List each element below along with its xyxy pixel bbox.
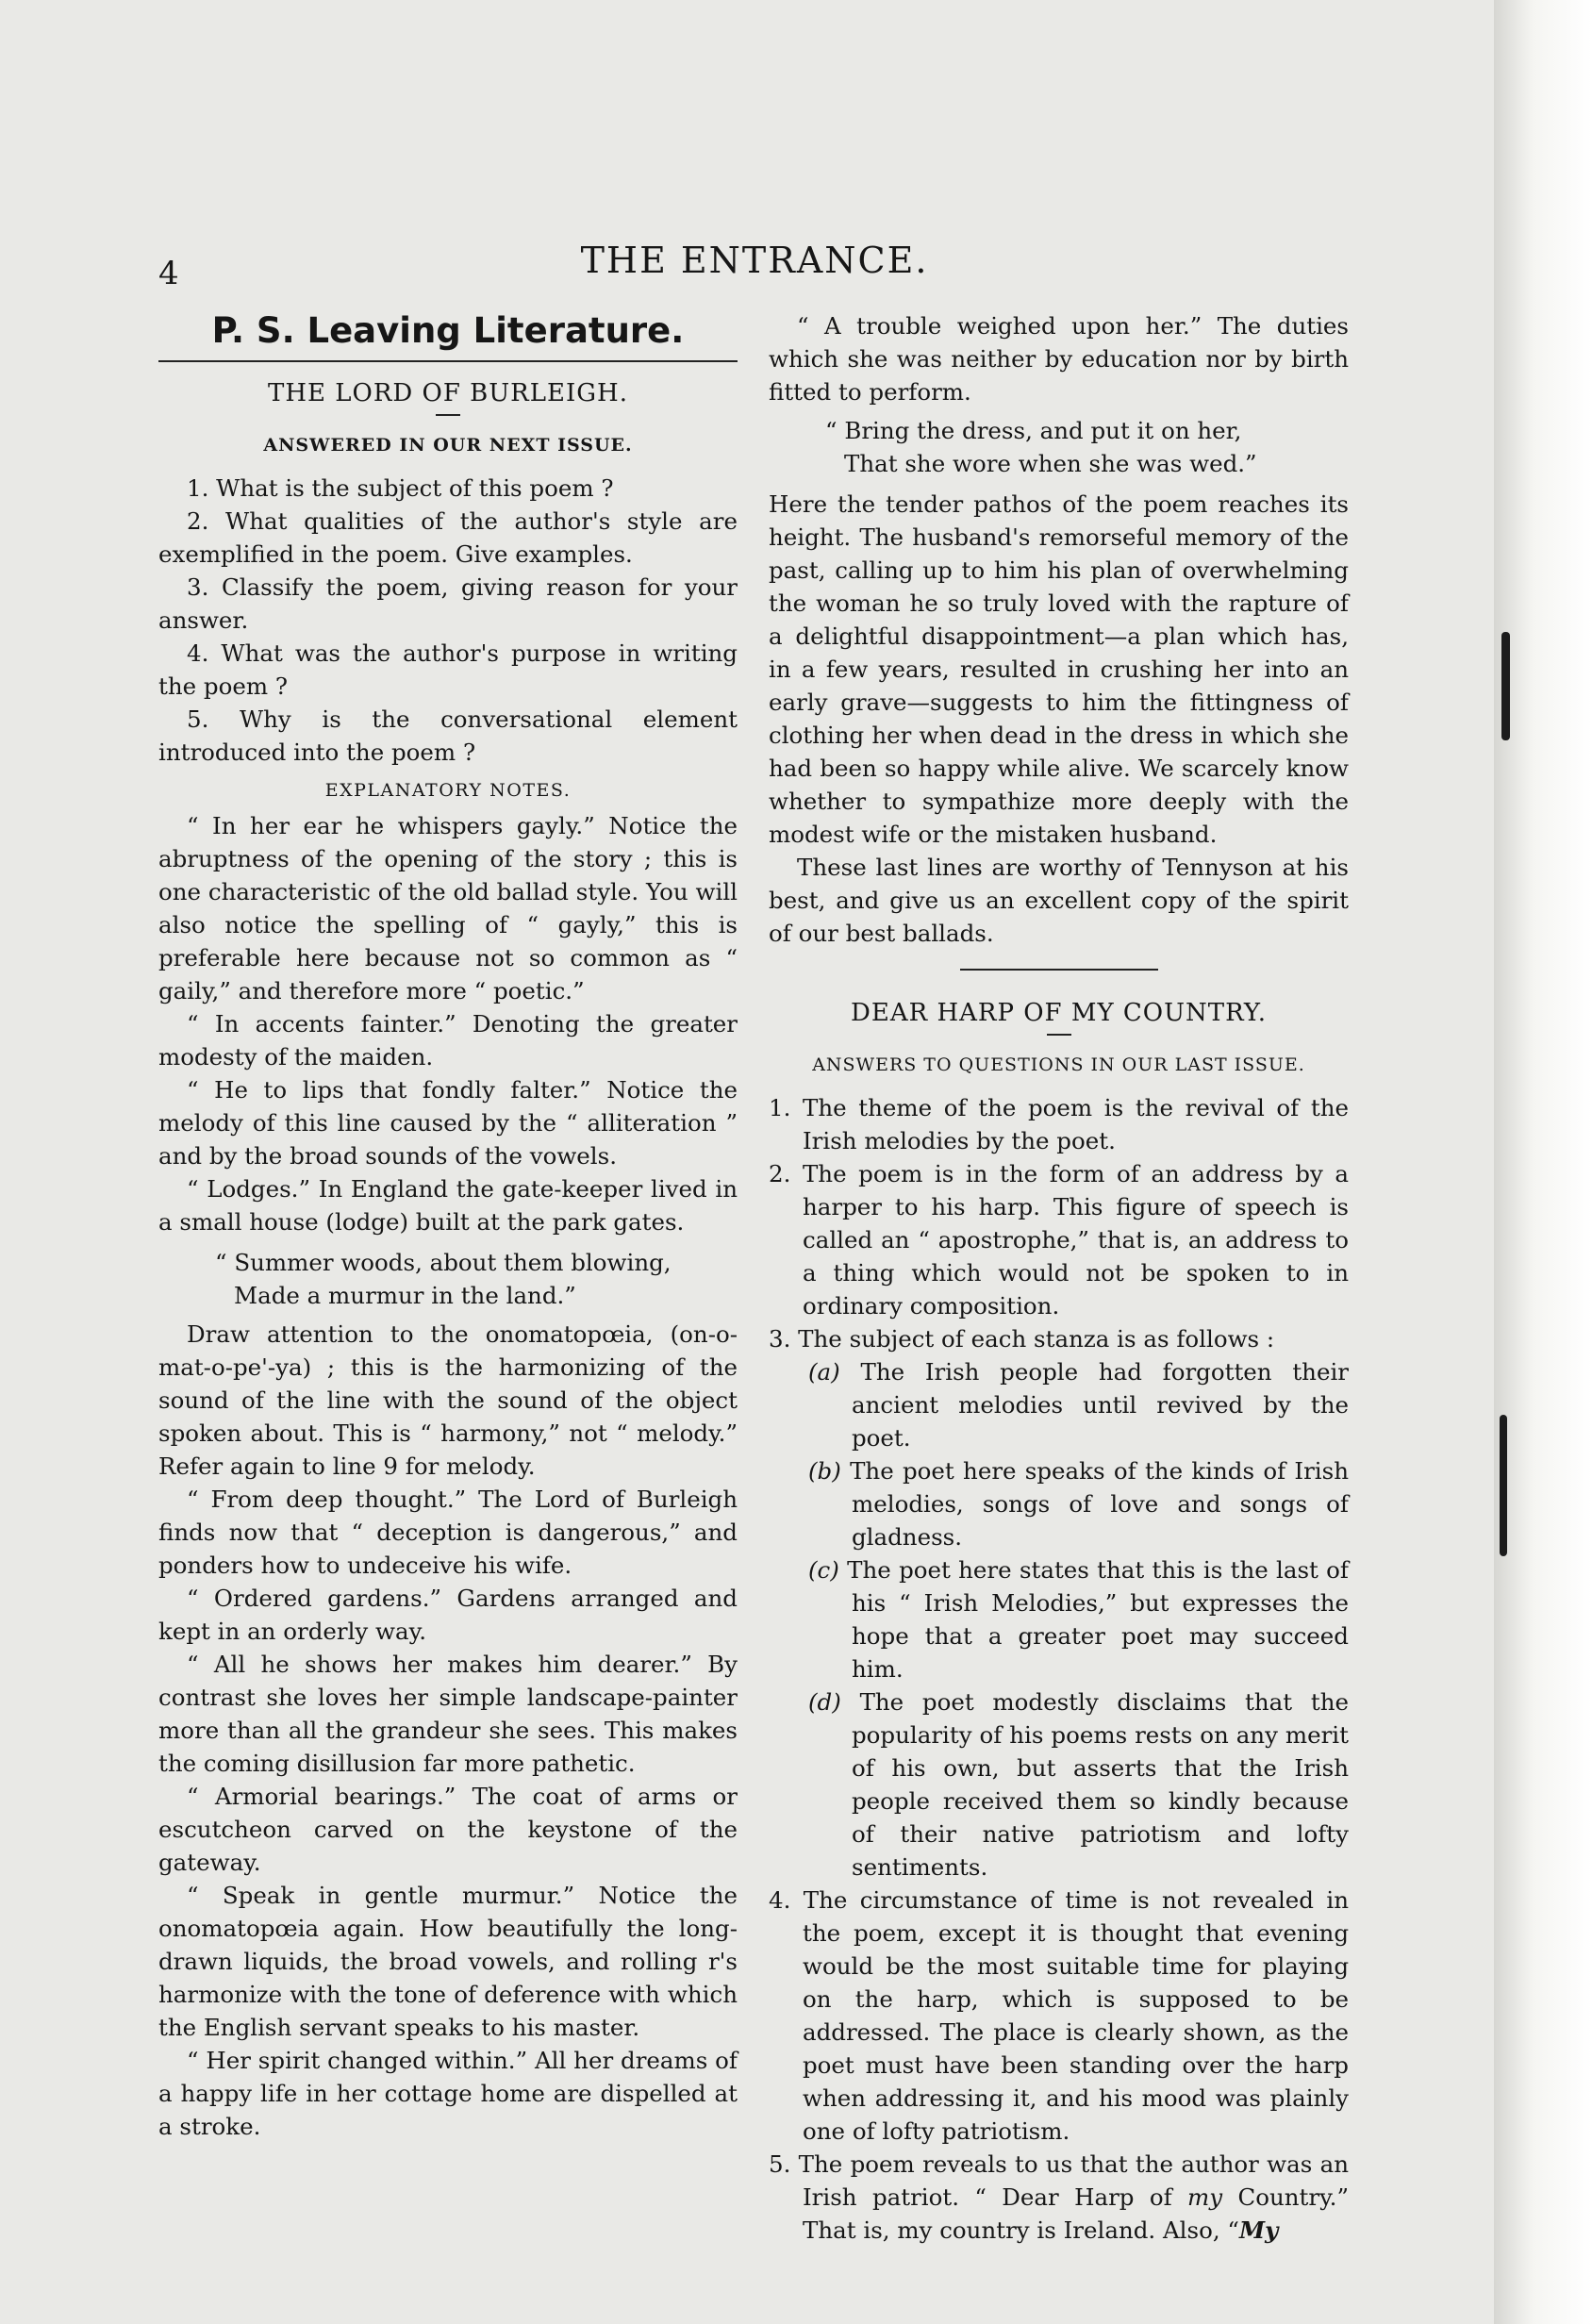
- verse-line: Made a murmur in the land.”: [234, 1282, 576, 1309]
- note-paragraph: Draw attention to the onomatopœia, (on-o-mat-o-pe'-ya) ; this is the harmonizing of the sound of the line with the sound of the object spoken about. This is “ harmony,” not “ melody.” Refer again to line 9 for melody.: [158, 1320, 738, 1480]
- answers-note: ANSWERS TO QUESTIONS IN OUR LAST ISSUE.: [812, 1054, 1305, 1075]
- left-column: [158, 309, 738, 2143]
- verse-line: “ Bring the dress, and put it on her,: [825, 417, 1242, 444]
- verse-line: That she wore when she was wed.”: [844, 450, 1257, 477]
- answer-item: 1. The theme of the poem is the revival of the Irish melodies by the poet.: [769, 1094, 1349, 1154]
- sub-answer-label: (c): [808, 1556, 839, 1584]
- answer-emphasis: My: [1238, 2216, 1279, 2244]
- note-paragraph: These last lines are worthy of Tennyson at his best, and give us an excellent copy of the spirit of our best ballads.: [769, 854, 1349, 947]
- verse-line: “ Summer woods, about them blowing,: [215, 1249, 672, 1276]
- binding-clip-mark: [1501, 632, 1510, 740]
- quoted-verse: [769, 414, 1349, 480]
- divider: [1047, 1034, 1071, 1036]
- section-divider: [960, 969, 1158, 971]
- binding-clip-mark: [1500, 1415, 1507, 1556]
- quoted-verse: [158, 1246, 738, 1312]
- sub-answer-text: The poet here states that this is the last of his “ Irish Melodies,” but expresses the hope that a greater poet may succeed him.: [847, 1556, 1349, 1683]
- sub-answer-text: The poet modestly disclaims that the popularity of his poems rests on any merit of his own, but asserts that the Irish people received them so kindly because of their native patriotism and lofty sentiments.: [852, 1688, 1349, 1881]
- section-title: P. S. Leaving Literature.: [211, 310, 685, 351]
- sub-answer-label: (b): [808, 1457, 841, 1485]
- note-paragraph: “ From deep thought.” The Lord of Burleigh finds now that “ deception is dangerous,” and ponders how to undeceive his wife.: [158, 1486, 738, 1579]
- sub-answer-item: [769, 1355, 1349, 1454]
- sub-answer-text: The poet here speaks of the kinds of Irish melodies, songs of love and songs of gladness.: [850, 1457, 1349, 1551]
- note-paragraph: “ In accents fainter.” Denoting the greater modesty of the maiden.: [158, 1010, 738, 1071]
- poem-title: DEAR HARP OF MY COUNTRY.: [851, 999, 1267, 1027]
- question-item: 2. What qualities of the author's style are exemplified in the poem. Give examples.: [158, 507, 738, 568]
- poem-title: THE LORD OF BURLEIGH.: [268, 379, 628, 407]
- question-item: 3. Classify the poem, giving reason for your answer.: [158, 573, 738, 634]
- note-paragraph: “ Speak in gentle murmur.” Notice the onomatopœia again. How beautifully the long-drawn liquids, the broad vowels, and rolling r's harmonize with the tone of deference with which the English servant speaks to his master.: [158, 1882, 738, 2041]
- note-paragraph: “ Her spirit changed within.” All her dreams of a happy life in her cottage home are dispelled at a stroke.: [158, 2047, 738, 2140]
- page-edge-shadow: [1494, 0, 1592, 2324]
- note-paragraph: “ All he shows her makes him dearer.” By contrast she loves her simple landscape-painter more than all the grandeur she sees. This makes the coming disillusion far more pathetic.: [158, 1651, 738, 1777]
- page-number: 4: [158, 255, 179, 292]
- question-item: 4. What was the author's purpose in writing the poem ?: [158, 639, 738, 700]
- running-title: THE ENTRANCE.: [580, 240, 929, 281]
- note-paragraph: Here the tender pathos of the poem reaches its height. The husband's remorseful memory of the past, calling up to him his plan of overwhelming the woman he so truly loved with the rapture of a delightful disappointment—a plan which has, in a few years, resulted in crushing her into an early grave—suggests to him the fittingness of clothing her when dead in the dress in which she had been so happy while alive. We scarcely know whether to sympathize more deeply with the modest wife or the mistaken husband.: [769, 490, 1349, 848]
- answered-note: ANSWERED IN OUR NEXT ISSUE.: [263, 435, 633, 456]
- note-paragraph: “ He to lips that fondly falter.” Notice the melody of this line caused by the “ alliteration ” and by the broad sounds of the vowels.: [158, 1076, 738, 1170]
- answer-text: 5. The poem reveals to us that the author was an Irish patriot. “ Dear Harp of: [769, 2150, 1349, 2211]
- sub-answer-text: The Irish people had forgotten their ancient melodies until revived by the poet.: [852, 1358, 1349, 1452]
- sub-answer-item: [769, 1454, 1349, 1553]
- note-paragraph: “ A trouble weighed upon her.” The duties which she was neither by education nor by birth fitted to perform.: [769, 312, 1349, 406]
- answer-text: Country.” That is, my country is Ireland. Also, “: [803, 2183, 1349, 2244]
- answer-item: 3. The subject of each stanza is as follows :: [769, 1325, 1275, 1353]
- answer-item: 4. The circumstance of time is not revealed in the poem, except it is thought that evening would be the most suitable time for playing on the harp, which is supposed to be addressed. The place is clearly shown, as the poet must have been standing over the harp when addressing it, and his mood was plainly one of lofty patriotism.: [769, 1886, 1349, 2145]
- answer-item: [769, 2148, 1349, 2247]
- note-paragraph: “ In her ear he whispers gayly.” Notice the abruptness of the opening of the story ; this is one characteristic of the old ballad style. You will also notice the spelling of “ gayly,” this is preferable here because not so common as “ gaily,” and therefore more “ poetic.”: [158, 812, 738, 1004]
- sub-answer-label: (d): [808, 1688, 841, 1716]
- sub-answer-item: [769, 1685, 1349, 1884]
- notes-heading: EXPLANATORY NOTES.: [324, 780, 572, 801]
- sub-answer-item: [769, 1553, 1349, 1685]
- note-paragraph: “ Armorial bearings.” The coat of arms or escutcheon carved on the keystone of the gateway.: [158, 1783, 738, 1876]
- note-paragraph: “ Ordered gardens.” Gardens arranged and kept in an orderly way.: [158, 1585, 738, 1645]
- sub-answer-label: (a): [808, 1358, 840, 1386]
- question-item: 1. What is the subject of this poem ?: [187, 474, 614, 502]
- question-item: 5. Why is the conversational element introduced into the poem ?: [158, 706, 738, 766]
- divider: [436, 414, 460, 416]
- title-rule: [158, 360, 738, 362]
- answer-item: 2. The poem is in the form of an address by a harper to his harp. This figure of speech is called an “ apostrophe,” that is, an address to a thing which would not be spoken to in ordinary composition.: [769, 1160, 1349, 1320]
- note-paragraph: “ Lodges.” In England the gate-keeper lived in a small house (lodge) built at the park gates.: [158, 1175, 738, 1236]
- right-column: [769, 309, 1349, 2247]
- answer-emphasis: my: [1187, 2183, 1223, 2211]
